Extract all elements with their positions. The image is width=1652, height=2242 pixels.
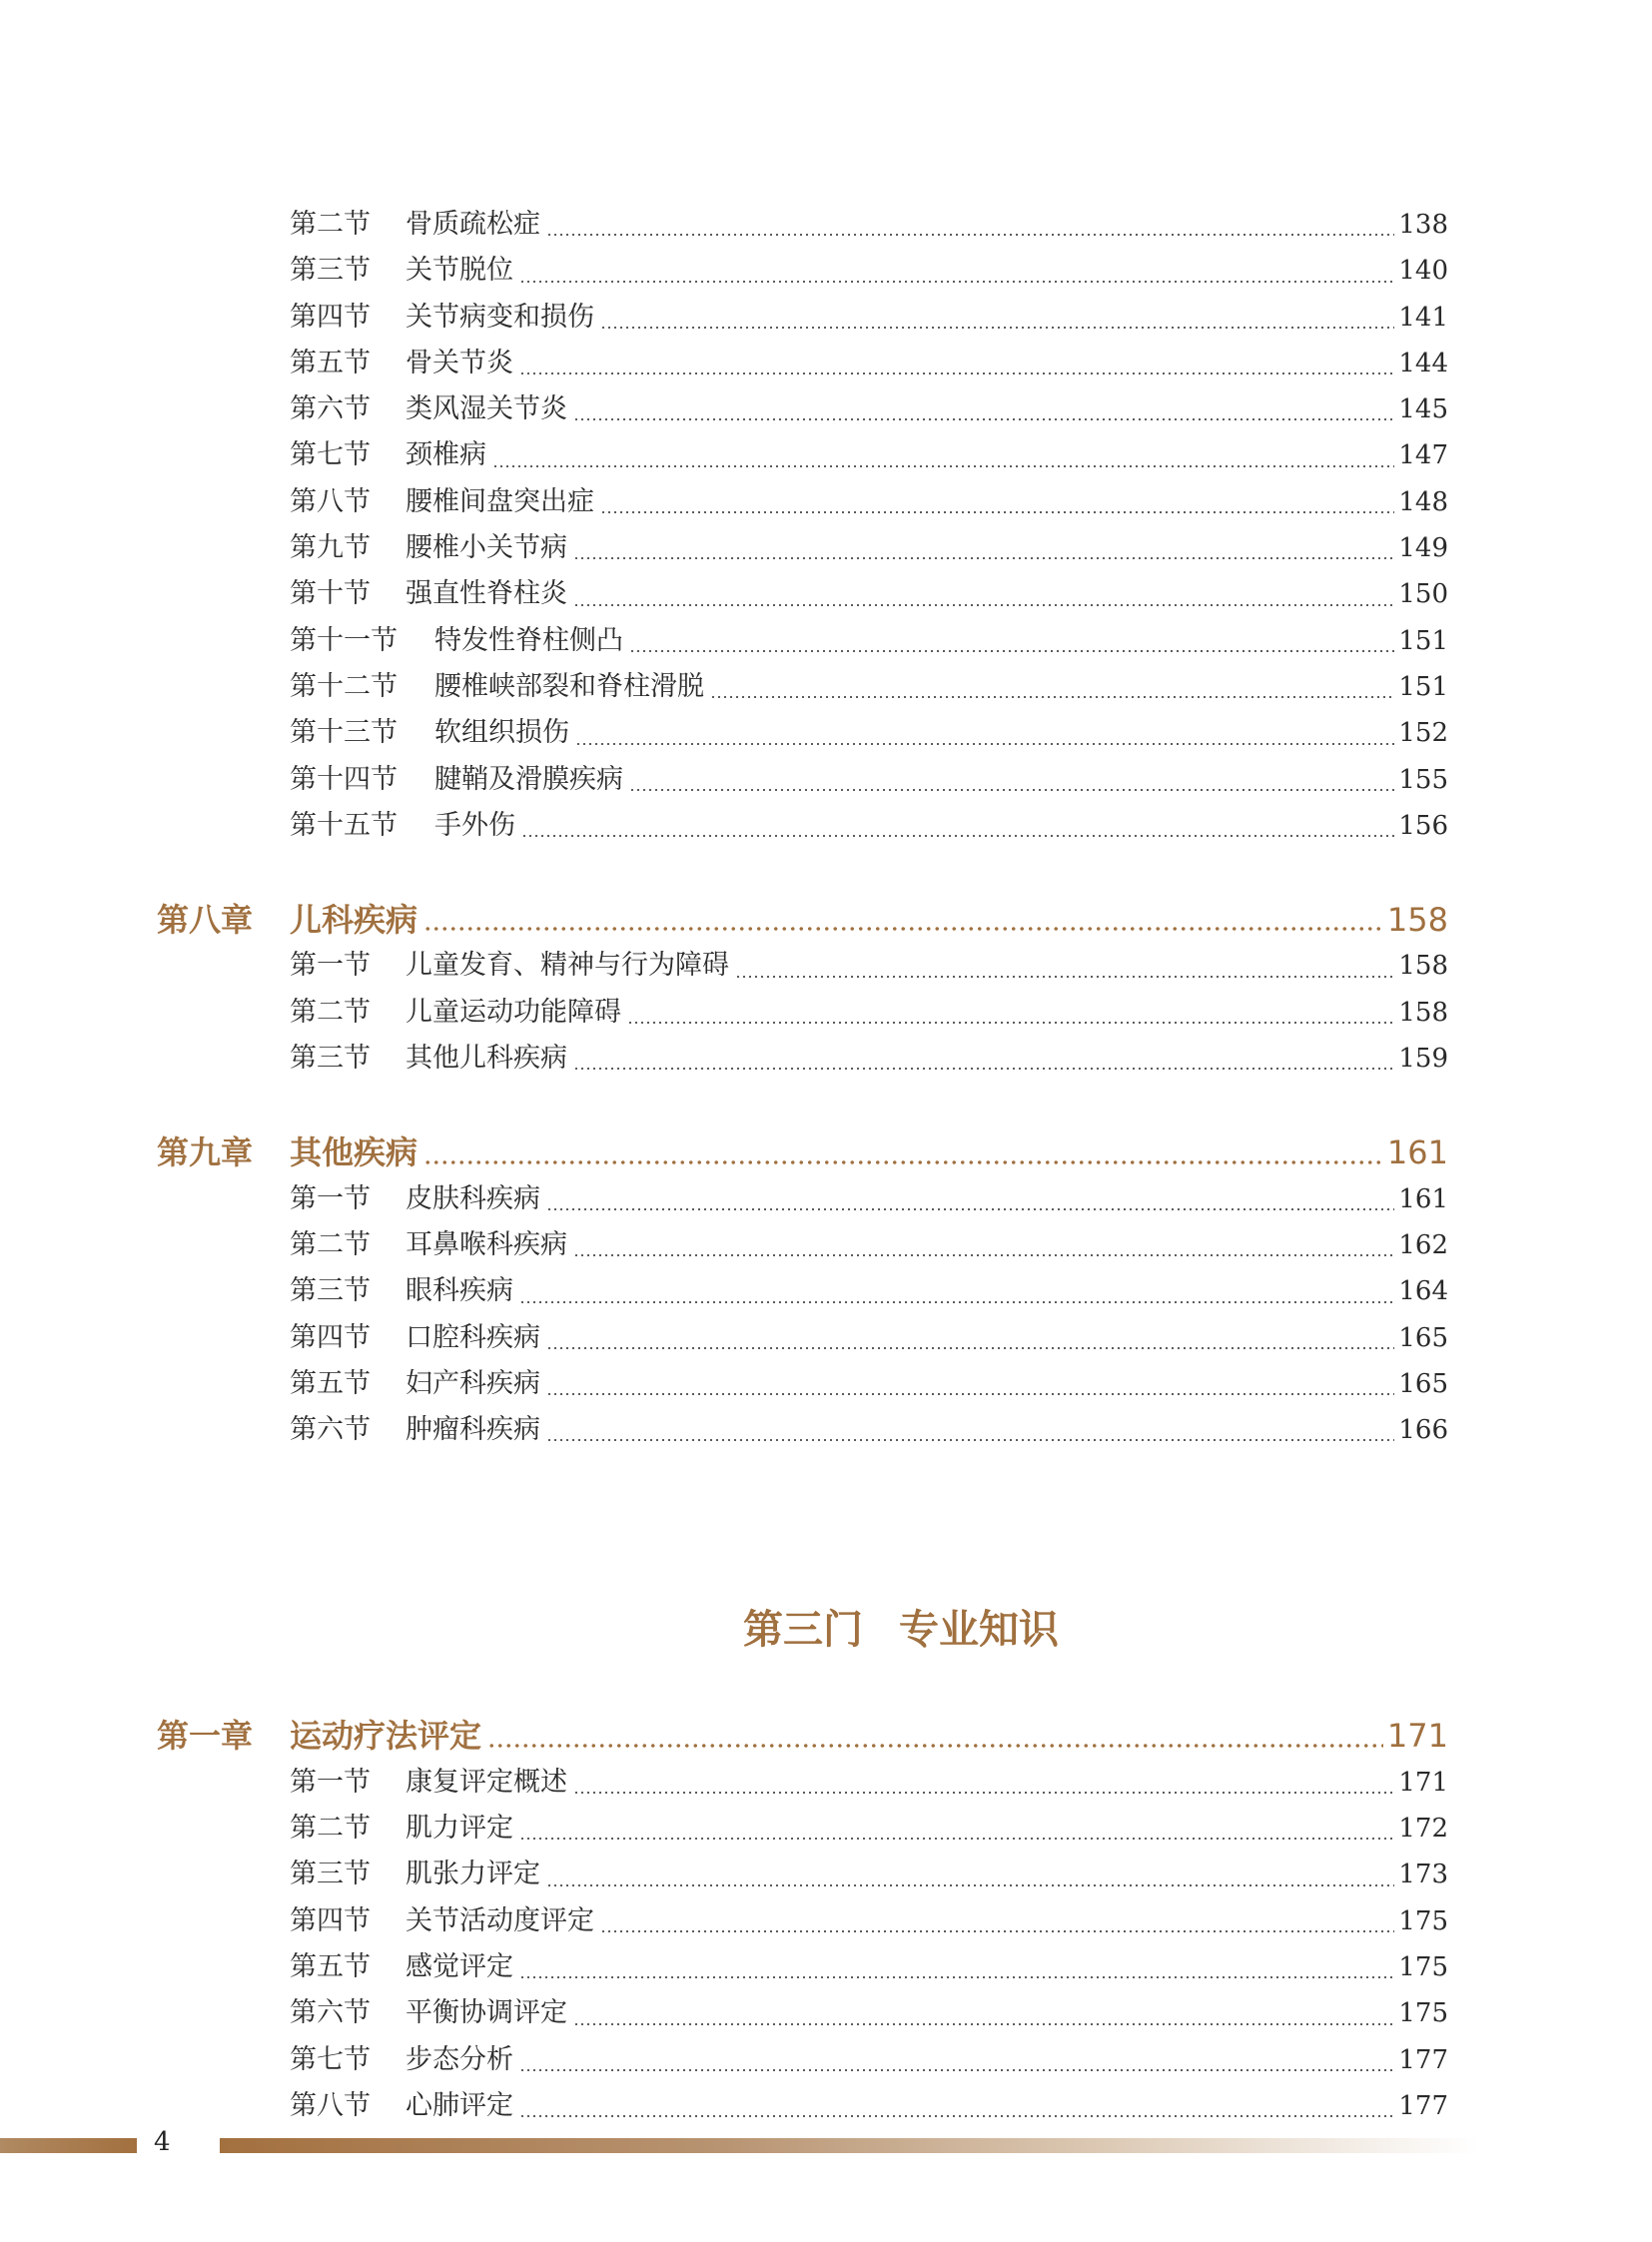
section-title: 耳鼻喉科疾病: [406, 1228, 567, 1260]
dot-leader: [546, 1439, 1394, 1441]
section-entry[interactable]: [290, 618, 1448, 664]
section-page: 175: [1398, 1905, 1448, 1936]
section-label: 第三节: [290, 1043, 371, 1075]
section-page: 161: [1398, 1183, 1448, 1214]
section-label: 第二节: [290, 1228, 371, 1260]
dot-leader: [519, 1838, 1394, 1840]
section-title: 关节活动度评定: [406, 1904, 594, 1936]
section-title: 康复评定概述: [406, 1766, 567, 1798]
section-page: 173: [1398, 1860, 1448, 1890]
section-title: 关节病变和损伤: [406, 301, 594, 333]
section-entry[interactable]: [290, 1361, 1448, 1407]
section-entry[interactable]: [290, 943, 1448, 989]
section-page: 147: [1398, 440, 1448, 471]
section-label: 第八节: [290, 2089, 371, 2121]
section-entry[interactable]: [290, 341, 1448, 386]
section-title: 类风湿关节炎: [406, 393, 567, 425]
section-title: 感觉评定: [406, 1950, 513, 1982]
section-entry[interactable]: [290, 1806, 1448, 1852]
dot-leader: [519, 2069, 1394, 2071]
chapter-title: 儿科疾病: [290, 901, 418, 940]
dot-leader: [519, 1301, 1394, 1303]
section-page: 159: [1398, 1044, 1448, 1075]
dot-leader: [423, 927, 1383, 931]
chapter-title: 运动疗法评定: [290, 1717, 482, 1756]
section-label: 第三节: [290, 255, 371, 287]
section-page: 165: [1398, 1322, 1448, 1353]
section-page: 140: [1398, 256, 1448, 287]
section-entry[interactable]: [290, 664, 1448, 710]
section-page: 172: [1398, 1814, 1448, 1845]
section-entry[interactable]: [290, 571, 1448, 617]
dot-leader: [519, 281, 1394, 283]
section-title: 步态分析: [406, 2043, 513, 2075]
dot-leader: [573, 1792, 1394, 1794]
section-label: 第十四节: [290, 763, 398, 795]
section-page: 149: [1398, 533, 1448, 564]
dot-leader: [423, 1160, 1383, 1164]
page-number: 4: [154, 2127, 171, 2157]
section-entry[interactable]: [290, 1176, 1448, 1222]
section-title: 软组织损伤: [434, 717, 569, 749]
section-label: 第十二节: [290, 670, 398, 702]
section-entry[interactable]: [290, 1990, 1448, 2036]
dot-leader: [600, 511, 1394, 513]
section-page: 141: [1398, 302, 1448, 333]
section-title: 手外伤: [434, 809, 515, 841]
section-label: 第一节: [290, 1182, 371, 1214]
section-entry[interactable]: [290, 525, 1448, 571]
part-title: 专业知识: [899, 1607, 1059, 1654]
section-page: 165: [1398, 1368, 1448, 1399]
section-title: 骨关节炎: [406, 347, 513, 378]
section-page: 175: [1398, 1998, 1448, 2029]
section-label: 第十五节: [290, 809, 398, 841]
section-label: 第十节: [290, 578, 371, 610]
chapter-entry[interactable]: [157, 897, 1448, 943]
section-entry[interactable]: [290, 1852, 1448, 1897]
section-title: 腰椎峡部裂和脊柱滑脱: [434, 670, 704, 702]
section-entry[interactable]: [290, 248, 1448, 294]
section-title: 特发性脊柱侧凸: [434, 624, 623, 656]
section-title: 骨质疏松症: [406, 209, 540, 240]
section-label: 第五节: [290, 347, 371, 378]
section-entry[interactable]: [290, 202, 1448, 248]
chapter-label: 第九章: [157, 1133, 254, 1172]
section-entry[interactable]: [290, 479, 1448, 525]
section-label: 第七节: [290, 2043, 371, 2075]
section-title: 颈椎病: [406, 439, 486, 471]
chapter-entry[interactable]: [157, 1713, 1448, 1759]
section-entry[interactable]: [290, 1315, 1448, 1361]
dot-leader: [629, 789, 1394, 791]
section-entry[interactable]: [290, 1898, 1448, 1944]
dot-leader: [519, 373, 1394, 374]
section-label: 第一节: [290, 1766, 371, 1798]
section-entry[interactable]: [290, 990, 1448, 1036]
dot-leader: [573, 1068, 1394, 1070]
section-page: 150: [1398, 579, 1448, 610]
section-label: 第二节: [290, 996, 371, 1028]
dot-leader: [573, 557, 1394, 559]
chapter-label: 第一章: [157, 1717, 254, 1756]
dot-leader: [573, 2023, 1394, 2025]
section-entry[interactable]: [290, 2083, 1448, 2129]
section-label: 第五节: [290, 1950, 371, 1982]
dot-leader: [521, 835, 1394, 837]
section-title: 腰椎间盘突出症: [406, 485, 594, 517]
section-entry[interactable]: [290, 386, 1448, 432]
section-page: 138: [1398, 210, 1448, 240]
section-label: 第十一节: [290, 624, 398, 656]
section-title: 皮肤科疾病: [406, 1182, 540, 1214]
section-title: 关节脱位: [406, 255, 513, 287]
dot-leader: [546, 1208, 1394, 1210]
section-page: 144: [1398, 348, 1448, 378]
section-label: 第六节: [290, 1997, 371, 2029]
section-title: 心肺评定: [406, 2089, 513, 2121]
section-title: 肿瘤科疾病: [406, 1414, 540, 1446]
section-page: 152: [1398, 718, 1448, 749]
section-title: 眼科疾病: [406, 1275, 513, 1307]
section-title: 口腔科疾病: [406, 1321, 540, 1353]
section-entry[interactable]: [290, 1268, 1448, 1314]
section-label: 第七节: [290, 439, 371, 471]
dot-leader: [627, 1022, 1394, 1024]
section-label: 第二节: [290, 1813, 371, 1845]
section-page: 145: [1398, 394, 1448, 425]
section-page: 148: [1398, 486, 1448, 517]
section-label: 第九节: [290, 532, 371, 564]
section-page: 151: [1398, 671, 1448, 702]
dot-leader: [546, 1393, 1394, 1395]
section-page: 164: [1398, 1276, 1448, 1307]
dot-leader: [735, 976, 1394, 978]
chapter-page: 171: [1386, 1717, 1448, 1756]
section-entry[interactable]: [290, 1222, 1448, 1268]
section-label: 第十三节: [290, 717, 398, 749]
section-page: 151: [1398, 625, 1448, 656]
dot-leader: [546, 1347, 1394, 1349]
section-title: 妇产科疾病: [406, 1367, 540, 1399]
section-label: 第五节: [290, 1367, 371, 1399]
section-page: 162: [1398, 1229, 1448, 1260]
section-label: 第八节: [290, 485, 371, 517]
section-title: 肌力评定: [406, 1813, 513, 1845]
section-page: 175: [1398, 1951, 1448, 1982]
part-heading: [0, 1587, 1652, 1673]
section-label: 第四节: [290, 1321, 371, 1353]
dot-leader: [546, 234, 1394, 236]
section-title: 平衡协调评定: [406, 1997, 567, 2029]
dot-leader: [492, 465, 1394, 467]
dot-leader: [573, 1254, 1394, 1256]
section-label: 第三节: [290, 1859, 371, 1890]
section-entry[interactable]: [290, 1760, 1448, 1806]
section-title: 强直性脊柱炎: [406, 578, 567, 610]
section-entry[interactable]: [290, 803, 1448, 849]
dot-leader: [573, 604, 1394, 606]
part-label: 第三门: [743, 1607, 863, 1654]
dot-leader: [519, 2115, 1394, 2117]
section-label: 第三节: [290, 1275, 371, 1307]
footer-bar-gradient: [220, 2138, 1478, 2153]
section-label: 第二节: [290, 209, 371, 240]
section-page: 171: [1398, 1767, 1448, 1798]
dot-leader: [629, 650, 1394, 652]
chapter-label: 第八章: [157, 901, 254, 940]
chapter-title: 其他疾病: [290, 1133, 418, 1172]
chapter-entry[interactable]: [157, 1129, 1448, 1175]
section-label: 第四节: [290, 1904, 371, 1936]
section-page: 158: [1398, 997, 1448, 1028]
section-entry[interactable]: [290, 1944, 1448, 1990]
section-entry[interactable]: [290, 757, 1448, 803]
chapter-page: 158: [1386, 901, 1448, 940]
section-title: 儿童发育、精神与行为障碍: [406, 950, 729, 982]
section-label: 第六节: [290, 1414, 371, 1446]
section-page: 156: [1398, 810, 1448, 841]
chapter-page: 161: [1386, 1133, 1448, 1172]
section-title: 腱鞘及滑膜疾病: [434, 763, 623, 795]
section-label: 第六节: [290, 393, 371, 425]
section-page: 166: [1398, 1415, 1448, 1446]
section-entry[interactable]: [290, 1036, 1448, 1082]
section-page: 177: [1398, 2090, 1448, 2121]
section-label: 第一节: [290, 950, 371, 982]
section-entry[interactable]: [290, 1407, 1448, 1453]
section-label: 第四节: [290, 301, 371, 333]
section-entry[interactable]: [290, 2037, 1448, 2083]
section-entry[interactable]: [290, 432, 1448, 478]
dot-leader: [600, 1930, 1394, 1932]
section-title: 儿童运动功能障碍: [406, 996, 621, 1028]
section-title: 腰椎小关节病: [406, 532, 567, 564]
table-of-contents: [0, 202, 1652, 2129]
section-title: 肌张力评定: [406, 1859, 540, 1890]
section-page: 177: [1398, 2044, 1448, 2075]
dot-leader: [710, 696, 1394, 698]
section-page: 155: [1398, 764, 1448, 795]
section-entry[interactable]: [290, 710, 1448, 756]
footer-bar-left: [0, 2138, 137, 2153]
dot-leader: [573, 418, 1394, 420]
dot-leader: [575, 743, 1394, 745]
section-title: 其他儿科疾病: [406, 1043, 567, 1075]
section-page: 158: [1398, 951, 1448, 982]
dot-leader: [519, 1976, 1394, 1978]
section-entry[interactable]: [290, 295, 1448, 341]
dot-leader: [487, 1744, 1383, 1748]
dot-leader: [600, 327, 1394, 329]
dot-leader: [546, 1884, 1394, 1886]
